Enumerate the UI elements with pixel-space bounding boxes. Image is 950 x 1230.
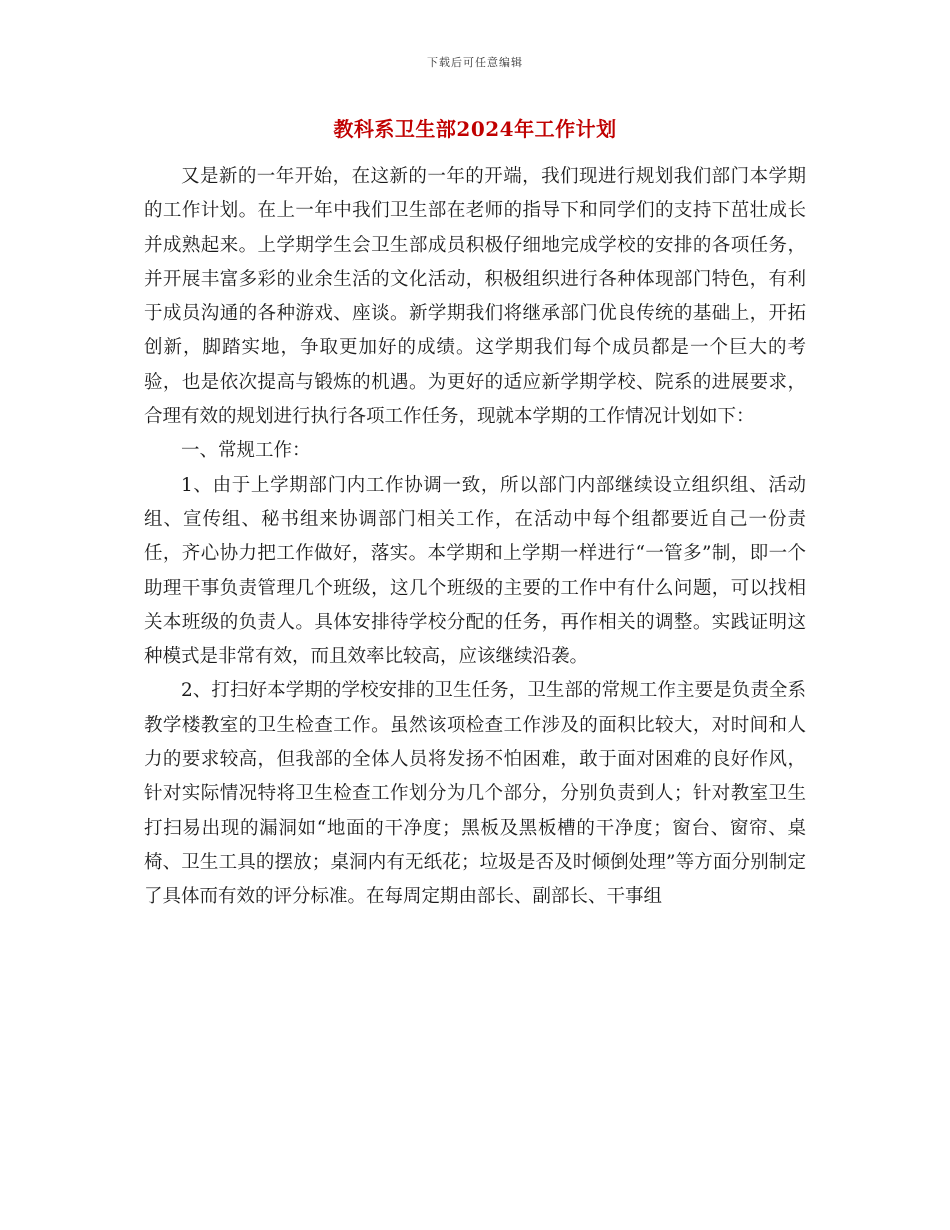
paragraph-intro: 又是新的一年开始，在这新的一年的开端，我们现进行规划我们部门本学期的工作计划。在上一年中我们卫生部在老师的指导下和同学们的支持下茁壮成长并成熟起来。上学期学生会卫生部成员积极仔细地完成学校的安排的各项任务，并开展丰富多彩的业余生活的文化活动，积极组织进行各种体现部门特色，有利于成员沟通的各种游戏、座谈。新学期我们将继承部门优良传统的基础上，开拓创新，脚踏实地，争取更加好的成绩。这学期我们每个成员都是一个巨大的考验，也是依次提高与锻炼的机遇。为更好的适应新学期学校、院系的进展要求，合理有效的规划进行执行各项工作任务，现就本学期的工作情况计划如下：: [144, 166, 806, 428]
paragraph-section-heading: 一、常规工作：: [181, 440, 311, 462]
paragraph-item-1: 1、由于上学期部门内工作协调一致，所以部门内部继续设立组织组、活动组、宣传组、秘书组来协调部门相关工作，在活动中每个组都要近自己一份责任，齐心协力把工作做好，落实。本学期和上学期一样进行“一管多”制，即一个助理干事负责管理几个班级，这几个班级的主要的工作中有什么问题，可以找相关本班级的负责人。具体安排待学校分配的任务，再作相关的调整。实践证明这种模式是非常有效，而且效率比较高，应该继续沿袭。: [144, 474, 806, 668]
paragraph-item-2: 2、打扫好本学期的学校安排的卫生任务，卫生部的常规工作主要是负责全系教学楼教室的卫生检查工作。虽然该项检查工作涉及的面积比较大，对时间和人力的要求较高，但我部的全体人员将发扬不怕困难，敢于面对困难的良好作风，针对实际情况特将卫生检查工作划分为几个部分，分别负责到人；针对教室卫生打扫易出现的漏洞如“地面的干净度；黑板及黑板槽的干净度；窗台、窗帘、桌椅、卫生工具的摆放；桌洞内有无纸花；垃圾是否及时倾倒处理”等方面分别制定了具体而有效的评分标准。在每周定期由部长、副部长、干事组: [144, 680, 806, 908]
header-note: 下载后可任意编辑: [427, 56, 523, 69]
document-title: 教科系卫生部2024年工作计划: [333, 117, 617, 141]
document-body: [144, 160, 806, 915]
